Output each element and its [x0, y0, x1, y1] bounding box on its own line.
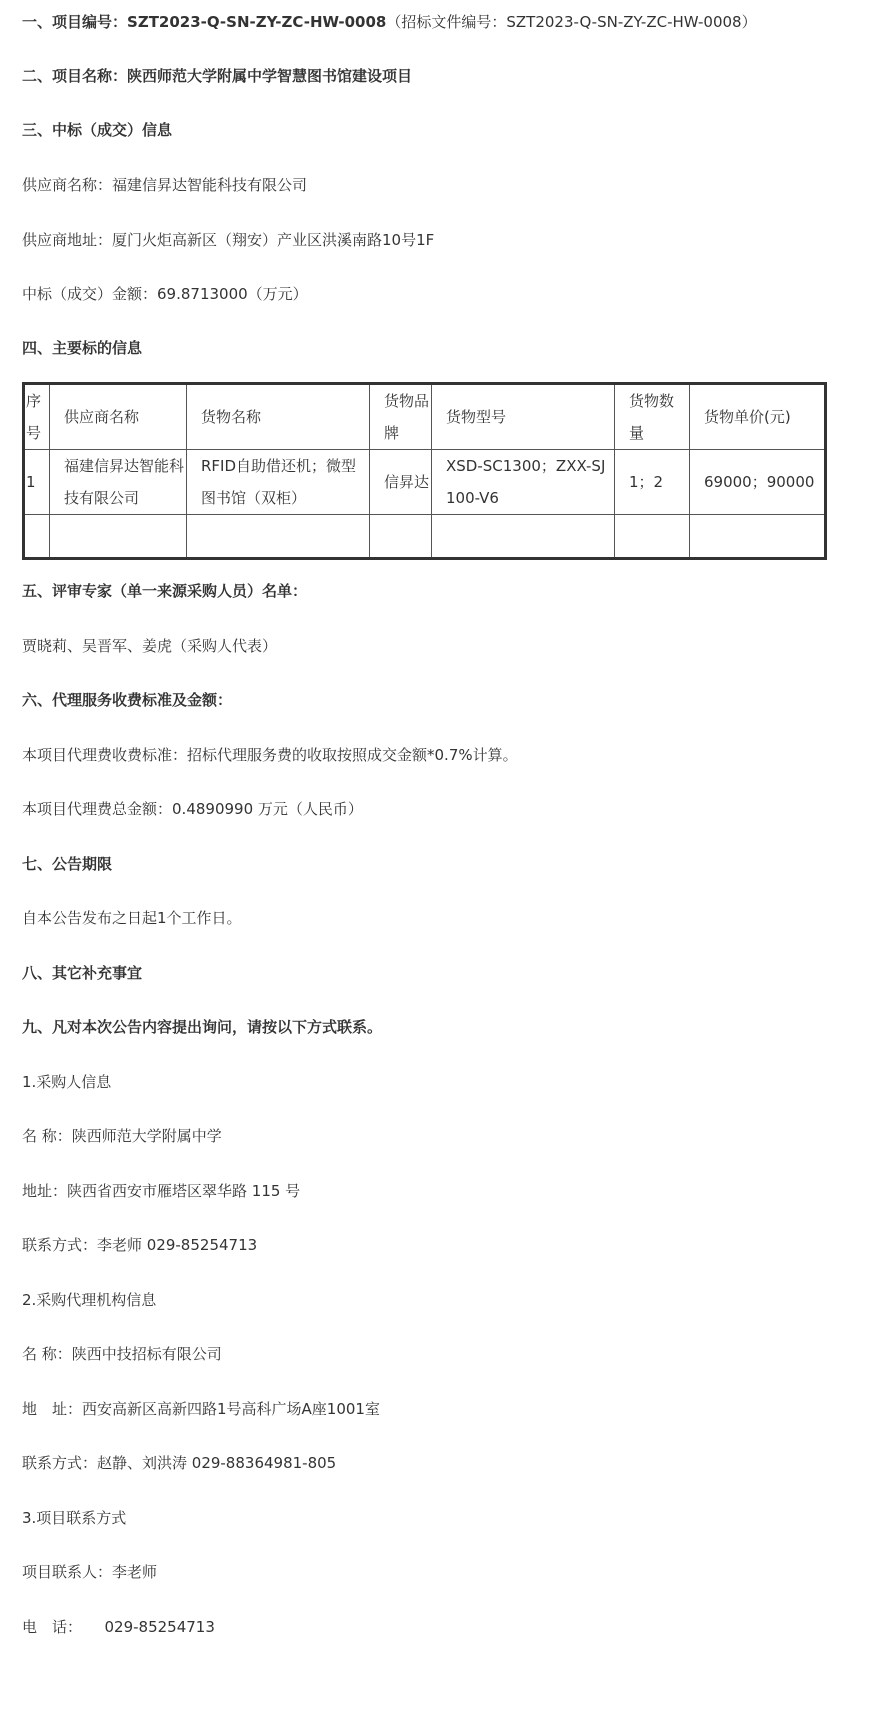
buyer-address: 地址：陕西省西安市雁塔区翠华路 115 号 [22, 1182, 301, 1200]
table-empty-row [24, 515, 826, 559]
cell-supplier: 福建信昇达智能科技有限公司 [50, 450, 187, 515]
supplementary-heading: 八、其它补充事宜 [22, 964, 143, 982]
cell-quantity: 1；2 [615, 450, 690, 515]
cell-model: XSD-SC1300；ZXX-SJ100-V6 [432, 450, 615, 515]
header-goods-name: 货物名称 [187, 384, 370, 450]
agent-name: 名 称：陕西中技招标有限公司 [22, 1345, 222, 1363]
table-header-row [24, 384, 826, 450]
header-brand: 货物品牌 [370, 384, 432, 450]
buyer-contact: 联系方式：李老师 029-85254713 [22, 1236, 258, 1254]
agent-address: 地 址：西安高新区高新四路1号高科广场A座1001室 [22, 1400, 380, 1418]
table-row [24, 450, 826, 515]
header-unit-price: 货物单价(元) [690, 384, 826, 450]
header-model: 货物型号 [432, 384, 615, 450]
header-quantity: 货物数量 [615, 384, 690, 450]
project-contact-phone: 电 话： 029-85254713 [22, 1618, 215, 1636]
cell-unit-price: 69000；90000 [690, 450, 826, 515]
project-number-label: 一、项目编号： [22, 13, 128, 31]
empty-cell [50, 515, 187, 559]
award-info-heading: 三、中标（成交）信息 [22, 121, 173, 139]
empty-cell [187, 515, 370, 559]
header-index: 序号 [24, 384, 50, 450]
empty-cell [370, 515, 432, 559]
cell-goods-name: RFID自助借还机；微型图书馆（双柜） [187, 450, 370, 515]
fee-standard: 本项目代理费收费标准：招标代理服务费的收取按照成交金额*0.7%计算。 [22, 746, 518, 764]
cell-index: 1 [24, 450, 50, 515]
notice-period-heading: 七、公告期限 [22, 855, 113, 873]
empty-cell [24, 515, 50, 559]
project-contact-title: 3.项目联系方式 [22, 1509, 127, 1527]
tender-doc-number: （招标文件编号：SZT2023-Q-SN-ZY-ZC-HW-0008） [386, 13, 757, 31]
experts-list: 贾晓莉、吴晋军、姜虎（采购人代表） [22, 637, 278, 655]
fee-total: 本项目代理费总金额：0.4890990 万元（人民币） [22, 800, 363, 818]
empty-cell [615, 515, 690, 559]
main-items-heading: 四、主要标的信息 [22, 339, 143, 357]
supplier-address: 供应商地址：厦门火炬高新区（翔安）产业区洪溪南路10号1F [22, 231, 435, 249]
agent-contact: 联系方式：赵静、刘洪涛 029-88364981-805 [22, 1454, 337, 1472]
notice-period: 自本公告发布之日起1个工作日。 [22, 909, 242, 927]
cell-brand: 信昇达 [370, 450, 432, 515]
supplier-name: 供应商名称：福建信昇达智能科技有限公司 [22, 176, 308, 194]
project-number-line [22, 10, 757, 34]
project-number-code: SZT2023-Q-SN-ZY-ZC-HW-0008 [127, 13, 387, 31]
award-amount: 中标（成交）金额：69.8713000（万元） [22, 285, 308, 303]
buyer-info-title: 1.采购人信息 [22, 1073, 112, 1091]
empty-cell [432, 515, 615, 559]
empty-cell [690, 515, 826, 559]
goods-table [22, 382, 827, 560]
agency-fee-heading: 六、代理服务收费标准及金额： [22, 691, 233, 709]
contact-heading: 九、凡对本次公告内容提出询问，请按以下方式联系。 [22, 1018, 383, 1036]
header-supplier: 供应商名称 [50, 384, 187, 450]
project-contact-person: 项目联系人：李老师 [22, 1563, 158, 1581]
project-name-heading: 二、项目名称：陕西师范大学附属中学智慧图书馆建设项目 [22, 67, 413, 85]
buyer-name: 名 称：陕西师范大学附属中学 [22, 1127, 222, 1145]
agent-info-title: 2.采购代理机构信息 [22, 1291, 157, 1309]
experts-heading: 五、评审专家（单一来源采购人员）名单： [22, 582, 308, 600]
